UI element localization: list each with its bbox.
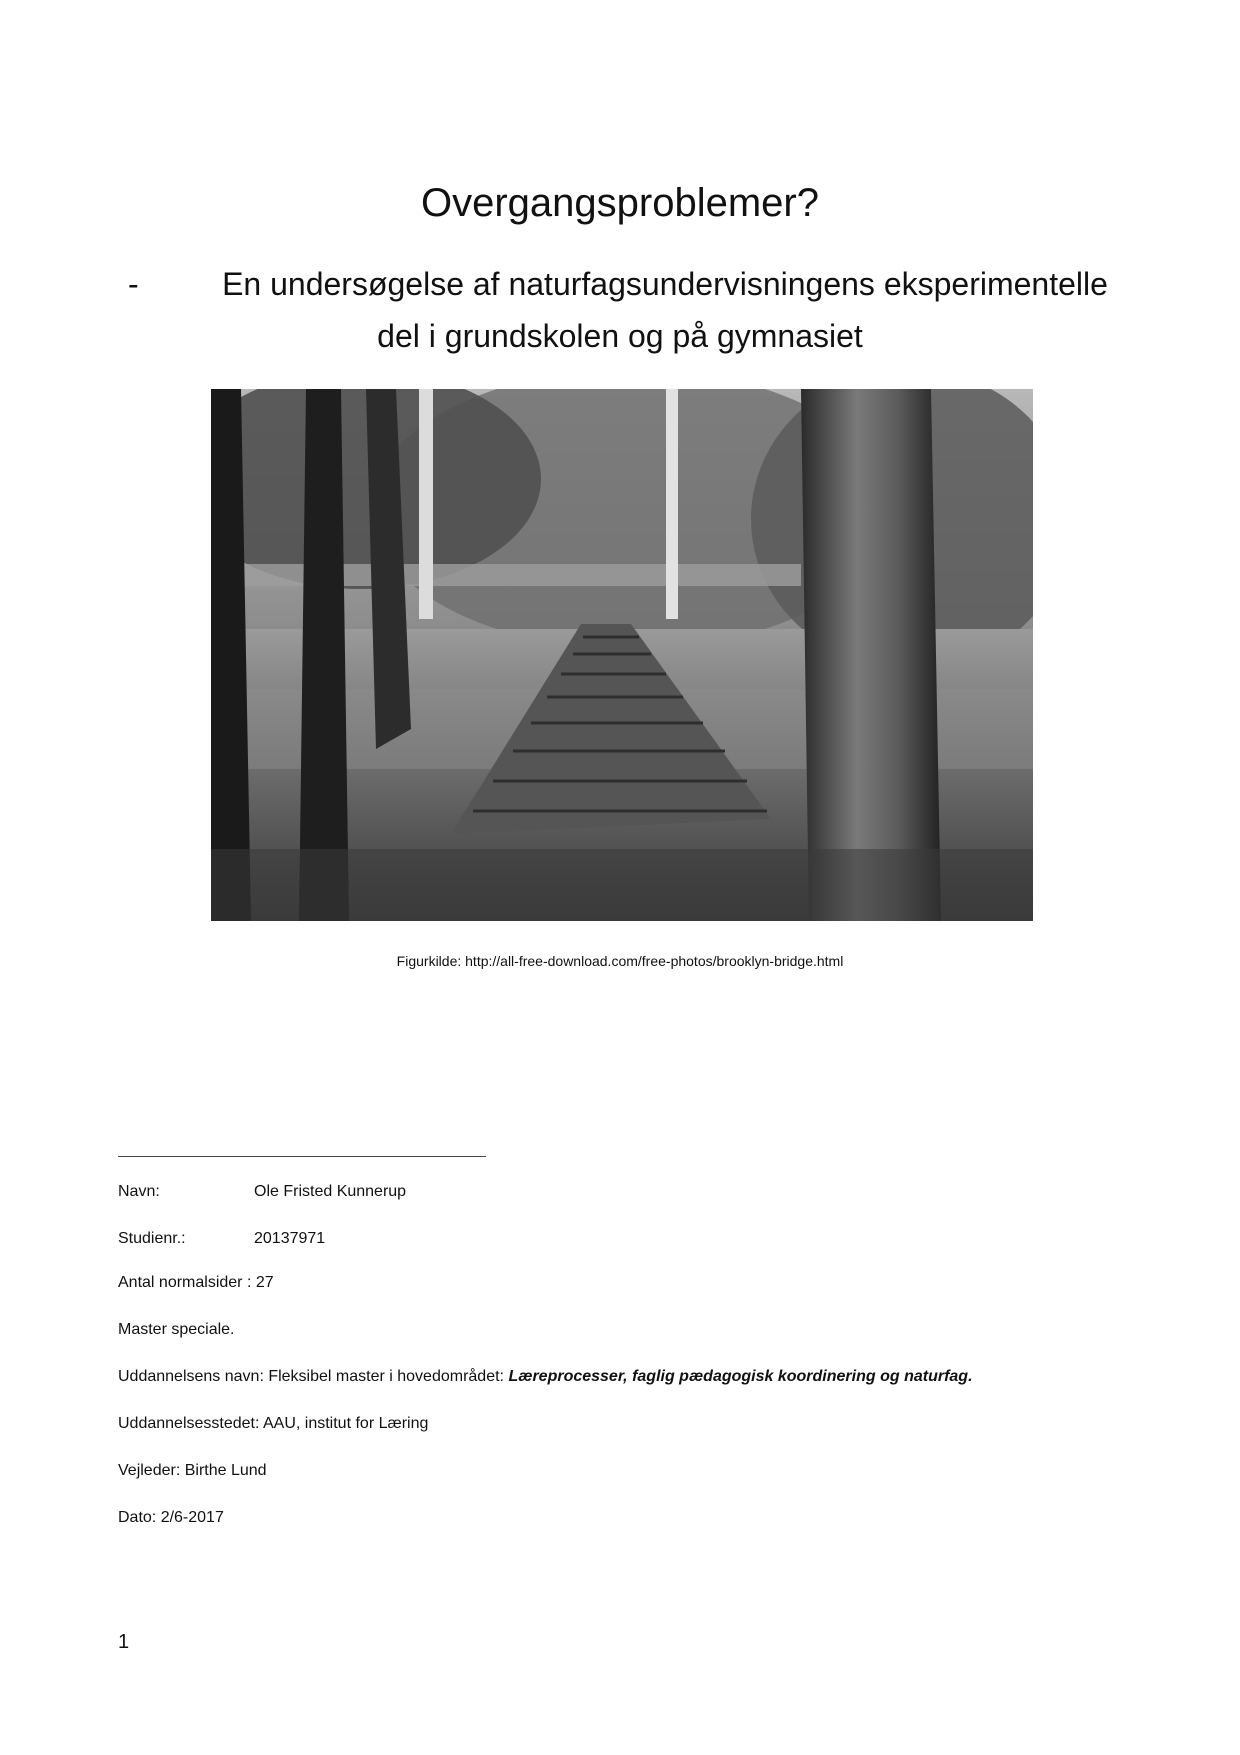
page-number: 1 <box>118 1631 130 1653</box>
name-label: Navn: <box>118 1183 160 1200</box>
subtitle-dash: - <box>128 266 139 302</box>
subtitle-line-2: del i grundskolen og på gymnasiet <box>377 318 863 354</box>
date-row: Dato: 2/6-2017 <box>118 1509 224 1526</box>
student-row <box>118 1229 325 1249</box>
thesis-type-row: Master speciale. <box>118 1321 235 1338</box>
pages-row: Antal normalsider : 27 <box>118 1274 274 1291</box>
figure-caption: Figurkilde: http://all-free-download.com/free-photos/brooklyn-bridge.html <box>396 953 844 969</box>
institution-row: Uddannelsesstedet: AAU, institut for Læring <box>118 1415 429 1432</box>
name-row <box>118 1182 406 1202</box>
document-subtitle <box>0 258 1240 362</box>
subtitle-first-line <box>0 258 1240 310</box>
student-label: Studienr.: <box>118 1230 186 1247</box>
subtitle-line-1: En undersøgelse af naturfagsundervisningens eksperimentelle <box>222 266 1108 302</box>
education-label: Uddannelsens navn: Fleksibel master i hovedområdet: <box>118 1368 509 1385</box>
separator-rule <box>118 1156 486 1157</box>
student-value: 20137971 <box>254 1230 326 1247</box>
document-title: Overgangsproblemer? <box>421 181 819 225</box>
forest-boardwalk-photo <box>211 389 1033 921</box>
education-row <box>118 1367 973 1387</box>
supervisor-row: Vejleder: Birthe Lund <box>118 1462 267 1479</box>
education-value: Læreprocesser, faglig pædagogisk koordinering og naturfag. <box>508 1368 973 1385</box>
name-value: Ole Fristed Kunnerup <box>254 1183 407 1200</box>
